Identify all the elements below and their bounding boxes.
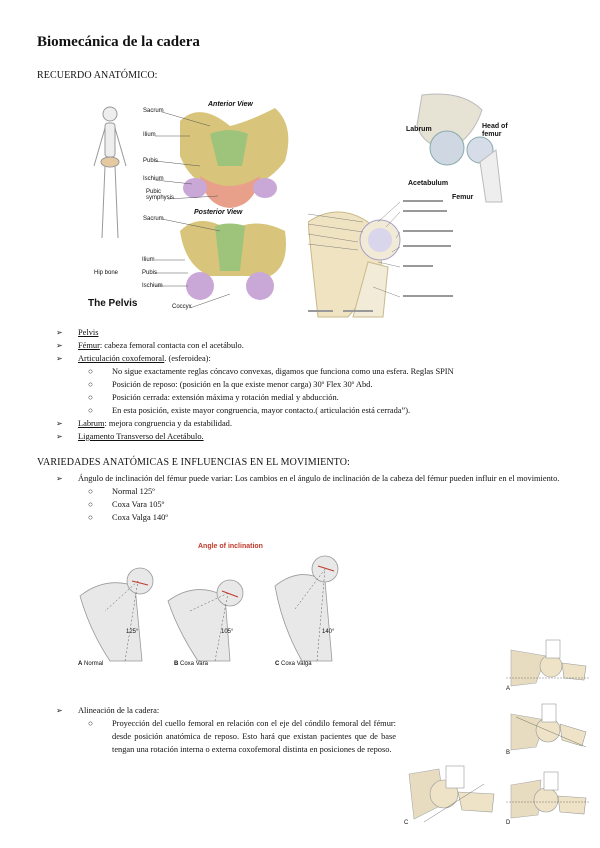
alignment-figure-a [506,638,590,696]
angle-of-inclination-figure [70,541,366,673]
figure-label-c: C [404,820,409,826]
ischium-label: Ischium [143,176,164,182]
head-of-femur-label: Head of femur [482,123,508,138]
normal-angle-value: 125° [126,629,139,635]
alignment-figure-d [506,770,590,830]
pubic-symphysis-label: Pubic symphysis [146,189,175,201]
sub-list-item: ○ Normal 125º [88,487,155,496]
pubis-label-posterior: Pubis [142,270,158,276]
figure-label-a: A [506,686,511,692]
page-title: Biomecánica de la cadera [37,34,200,50]
coxa-vara-angle-value: 105° [221,629,234,635]
list-item: ➢ Alineación de la cadera: ○ Proyección del cuello femoral en relación con el eje del cóndilo femoral del fémur: desde posición anatómica de reposo. Esto hará que existan pacientes que de base tengan una rotación interna o externa coxofemoral distinta en posiciones de reposo. [56,706,396,754]
alignment-figure-b [506,702,590,760]
sub-list-item: ○ No sigue exactamente reglas cóncavo convexas, digamos que funciona como una esfera. Reglas SPIN [88,367,454,376]
pelvis-figure [80,96,302,318]
coxa-valga-caption: C Coxa Valga [275,661,312,667]
list-item: ➢ Ligamento Transverso del Acetábulo. [56,432,204,441]
list-item: ➢ Pelvis [56,328,99,337]
hip-ligaments-figure [308,192,468,320]
alignment-figure-c [404,764,500,830]
alignment-bullet-list [56,704,396,756]
sacrum-label: Sacrum [143,108,164,114]
labrum-label: Labrum [406,126,432,133]
coxa-vara-caption: B Coxa Vara [174,661,208,667]
sub-list-item: ○ Proyección del cuello femoral en relación con el eje del cóndilo femoral del fémur: desde posición anatómica de reposo. Esto hará que existan pacientes que de base tengan una rotación interna o externa coxofemoral distinta en posiciones de reposo. [88,719,396,754]
list-item: ➢ Labrum: mejora congruencia y da estabilidad. [56,419,232,428]
figure-label-d: D [506,820,511,826]
section-heading-anatomy: RECUERDO ANATÓMICO: [37,70,158,81]
coccyx-label: Coccyx [172,304,192,310]
posterior-pelvis-illustration [180,221,286,300]
coxa-valga-angle-value: 140° [322,629,335,635]
sub-list-item: ○ Coxa Valga 140º [88,513,168,522]
sub-list-item: ○ Coxa Vara 105º [88,500,165,509]
sub-list-item: ○ En esta posición, existe mayor congruencia, mayor contacto.( articulación está cerrada”). [88,406,411,415]
labrum-femur-figure [402,90,524,205]
anatomy-bullet-list [56,326,576,443]
figure-label-b: B [506,750,511,756]
posterior-view-label: Posterior View [194,209,243,216]
anterior-pelvis-illustration [180,108,288,208]
list-item: ➢ Articulación coxofemoral. (esferoidea): ○ No sigue exactamente reglas cóncavo convexas, digamos que funciona como una esfera. Reglas SPIN ○ Posición de reposo: (posición en la que existe menor carga) 30º Flex 30º Abd. ○ Posición cerrada: extensión máxima y rotación medial y abducción. ○ En esta posición, existe mayor congruencia, mayor contacto.( articulación está cerrada”). [56,352,576,417]
sub-list-item: ○ Posición de reposo: (posición en la que existe menor carga) 30º Flex 30º Abd. [88,380,373,389]
inclination-figure-title: Angle of inclination [198,543,263,550]
list-item: ➢ Fémur: cabeza femoral contacta con el acetábulo. [56,341,244,350]
list-item: ➢ Ángulo de inclinación del fémur puede variar: Los cambios en el ángulo de inclinación de la cabeza del fémur pueden influir en el movimiento. ○ Normal 125º ○ Coxa Vara 105º ○ Coxa Valga 140º [56,472,571,524]
normal-caption: A Normal [78,661,104,667]
skeleton-illustration [94,107,126,238]
femur-label: Femur [452,194,474,201]
pubis-label: Pubis [143,158,159,164]
section-heading-variations: VARIEDADES ANATÓMICAS E INFLUENCIAS EN EL MOVIMIENTO: [37,457,350,468]
hip-bone-label: Hip bone [94,270,119,276]
acetabulum-label: Acetabulum [408,180,449,187]
sacrum-label-posterior: Sacrum [143,216,164,222]
variations-bullet-list [56,472,571,524]
ischium-label-posterior: Ischium [142,283,163,289]
sub-list-item: ○ Posición cerrada: extensión máxima y rotación medial y abducción. [88,393,339,402]
ilium-label: Ilium [143,132,156,138]
anterior-view-label: Anterior View [208,101,253,108]
pelvis-caption: The Pelvis [88,298,138,309]
ilium-label-posterior: Ilium [142,257,155,263]
